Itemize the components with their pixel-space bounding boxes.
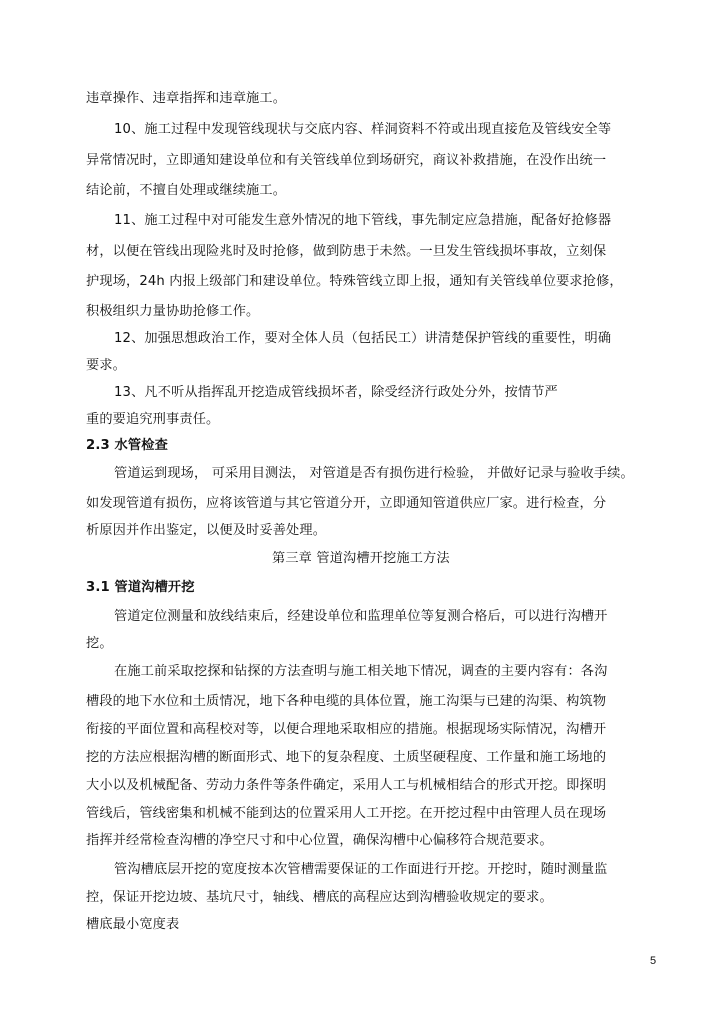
text-line: 衔接的平面位置和高程校对等，以便合理地采取相应的措施。根据现场实际情况，沟槽开 <box>86 722 607 737</box>
text-line: 析原因并作出鉴定，以便及时妥善处理。 <box>86 523 327 538</box>
text-line: 管沟槽底层开挖的宽度按本次管槽需要保证的工作面进行开挖。开挖时，随时测量监 <box>114 862 608 877</box>
text-line: 10、施工过程中发现管线现状与交底内容、样洞资料不符或出现直接危及管线安全等 <box>114 122 612 137</box>
text-line: 如发现管道有损伤，应将该管道与其它管道分开，立即通知管道供应厂家。进行检查，分 <box>86 496 607 511</box>
section-heading-3-1: 3.1 管道沟槽开挖 <box>86 580 195 595</box>
page-number: 5 <box>650 955 657 967</box>
table-caption: 槽底最小宽度表 <box>86 917 180 932</box>
text-line: 12、加强思想政治工作，要对全体人员（包括民工）讲清楚保护管线的重要性，明确 <box>114 331 612 346</box>
text-line: 管线后，管线密集和机械不能到达的位置采用人工开挖。在开挖过程中由管理人员在现场 <box>86 806 607 821</box>
chapter-title: 第三章 管道沟槽开挖施工方法 <box>272 551 450 566</box>
text-line: 大小以及机械配备、劳动力条件等条件确定，采用人工与机械相结合的形式开挖。即探明 <box>86 778 607 793</box>
text-line: 13、凡不听从指挥乱开挖造成管线损坏者，除受经济行政处分外，按情节严 <box>114 385 558 400</box>
text-line: 挖的方法应根据沟槽的断面形式、地下的复杂程度、土质坚硬程度、工作量和施工场地的 <box>86 750 607 765</box>
text-line: 控，保证开挖边坡、基坑尺寸，轴线、槽底的高程应达到沟槽验收规定的要求。 <box>86 890 553 905</box>
text-line: 管道定位测量和放线结束后，经建设单位和监理单位等复测合格后，可以进行沟槽开 <box>114 609 608 624</box>
text-line: 在施工前采取挖探和钻探的方法查明与施工相关地下情况，调查的主要内容有：各沟 <box>114 664 608 679</box>
text-line: 护现场，24h 内报上级部门和建设单位。特殊管线立即上报，通知有关管线单位要求抢修， <box>86 274 623 289</box>
text-line: 积极组织力量协助抢修工作。 <box>86 304 260 319</box>
text-line: 要求。 <box>86 358 127 373</box>
text-line: 结论前，不擅自处理或继续施工。 <box>86 183 287 198</box>
text-line: 违章操作、违章指挥和违章施工。 <box>86 91 287 106</box>
text-line: 11、施工过程中对可能发生意外情况的地下管线，事先制定应急措施，配备好抢修器 <box>114 213 612 228</box>
text-line: 重的要追究刑事责任。 <box>86 412 220 427</box>
text-line: 异常情况时，立即通知建设单位和有关管线单位到场研究，商议补救措施，在没作出统一 <box>86 153 607 168</box>
text-line: 指挥并经常检查沟槽的净空尺寸和中心位置，确保沟槽中心偏移符合规范要求。 <box>86 833 553 848</box>
text-line: 挖。 <box>86 636 113 651</box>
text-line: 管道运到现场， 可采用目测法， 对管道是否有损伤进行检验， 并做好记录与验收手续。 <box>114 466 634 481</box>
text-line: 槽段的地下水位和土质情况，地下各种电缆的具体位置，施工沟渠与已建的沟渠、构筑物 <box>86 694 607 709</box>
text-line: 材，以便在管线出现险兆时及时抢修，做到防患于未然。一旦发生管线损坏事故，立刻保 <box>86 244 607 259</box>
section-heading-2-3: 2.3 水管检查 <box>86 438 168 453</box>
